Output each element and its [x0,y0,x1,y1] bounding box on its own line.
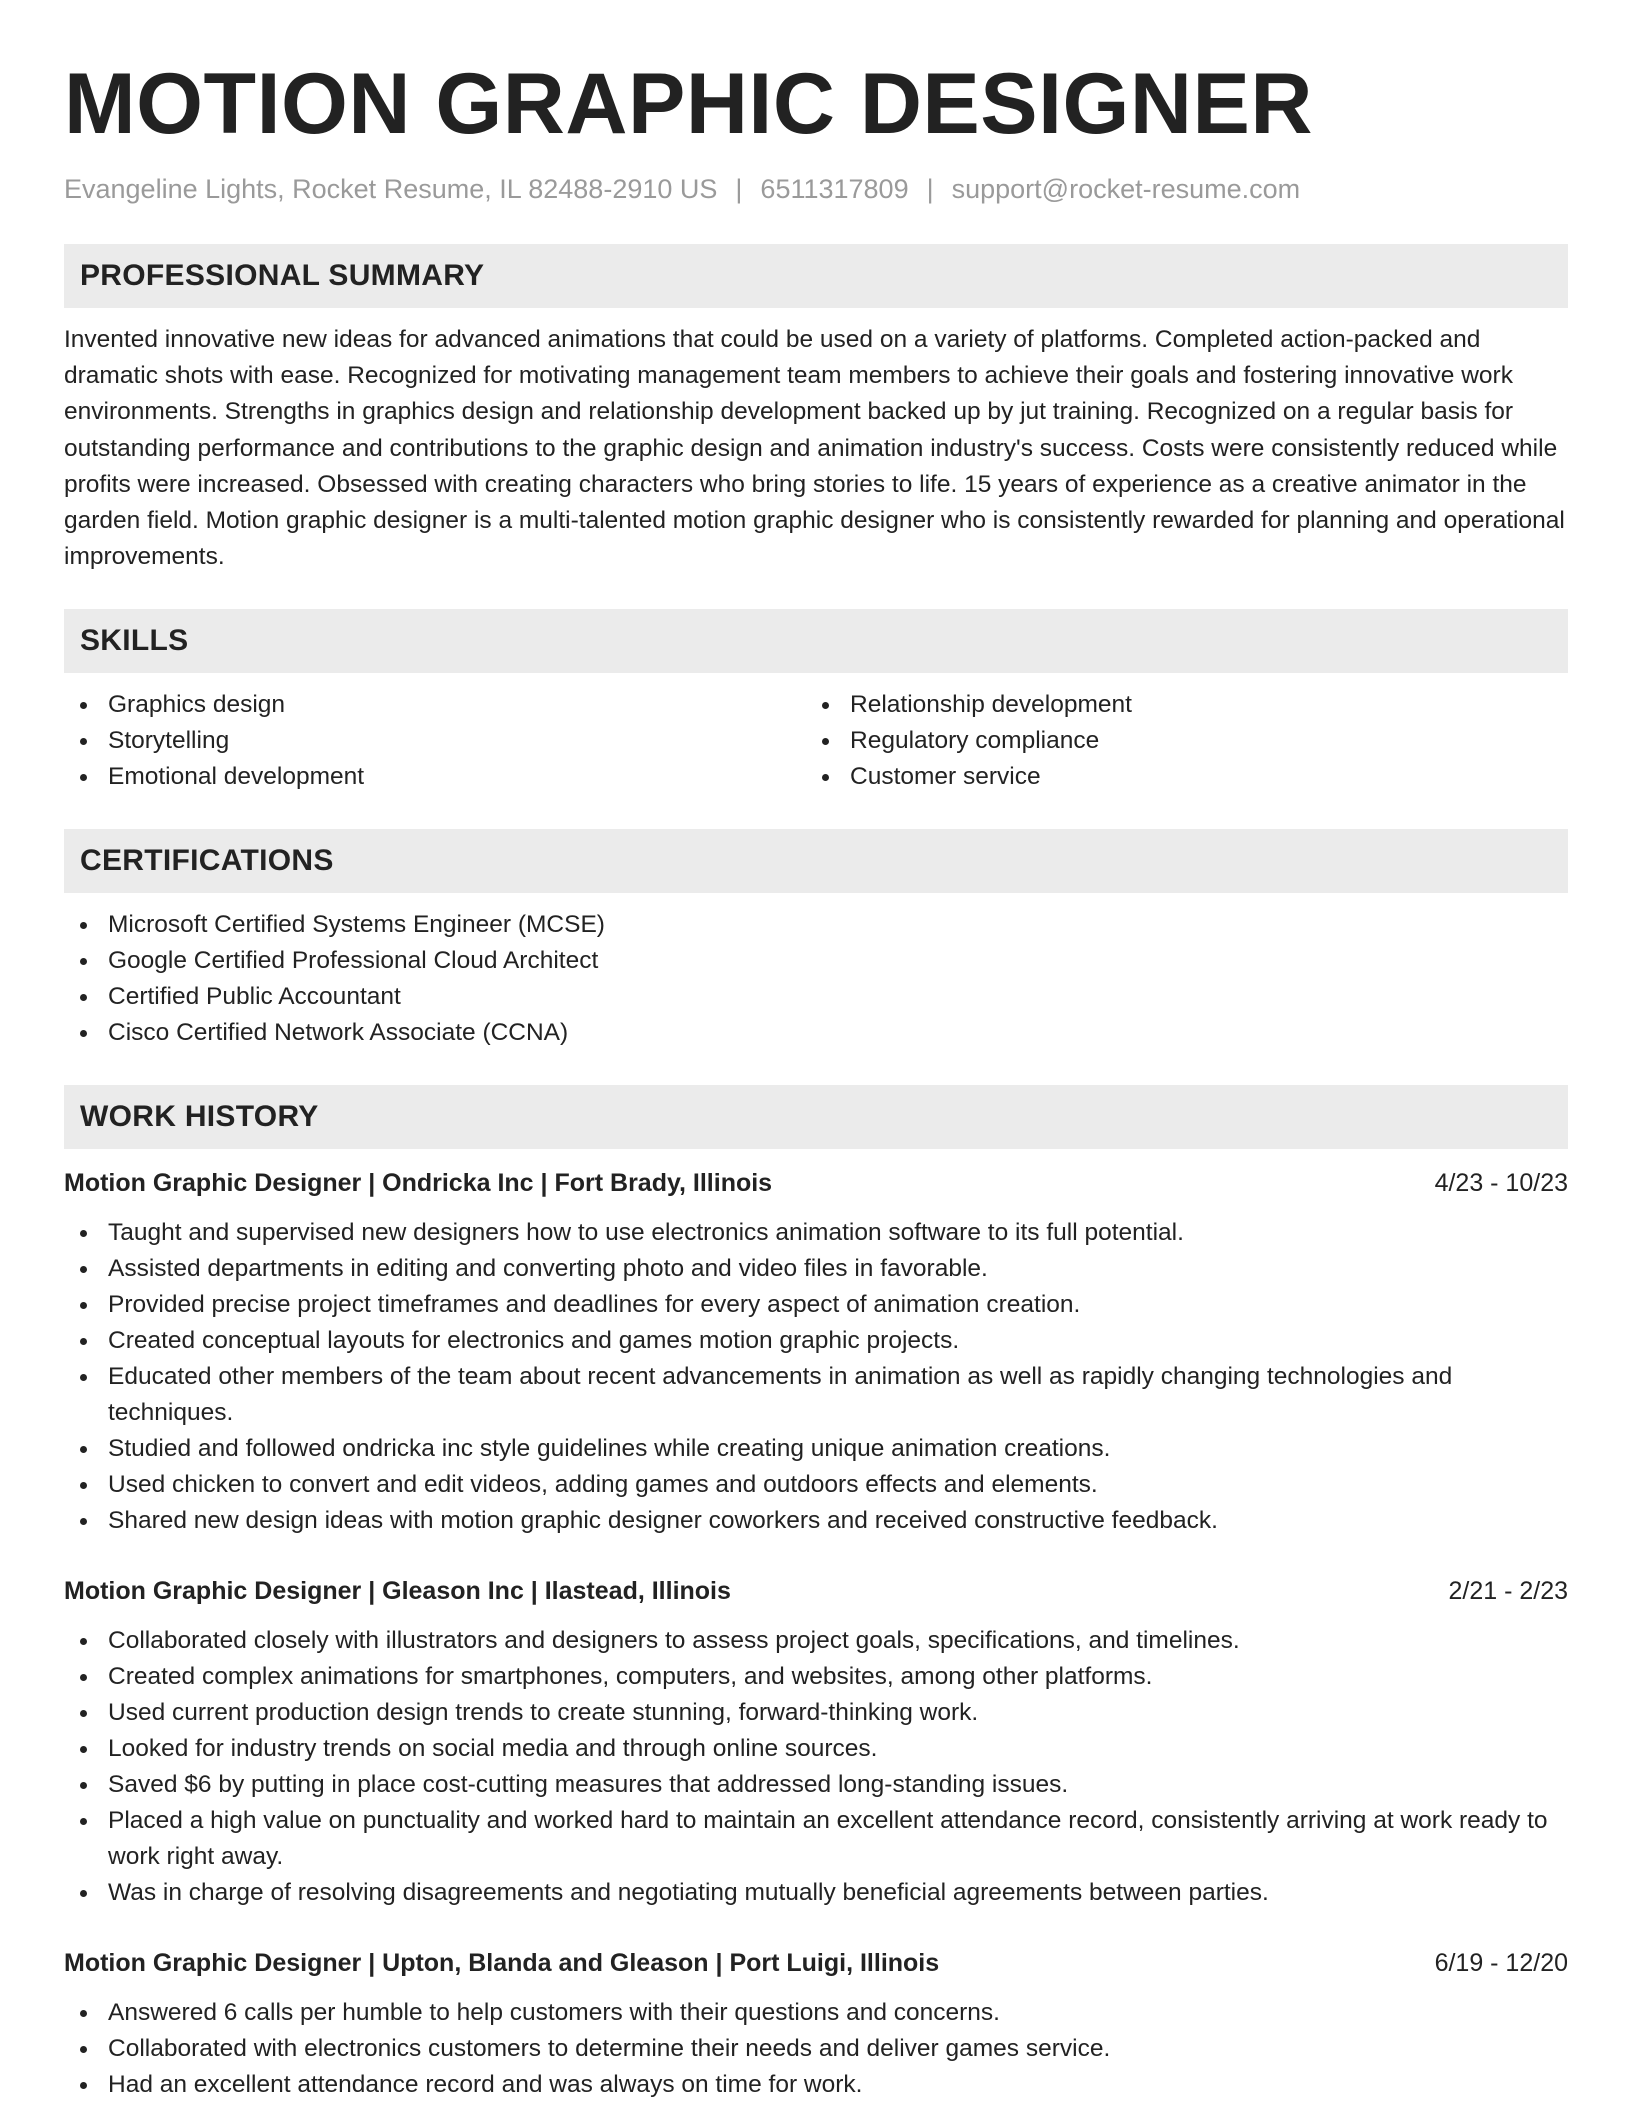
job-bullets [64,1215,1568,1539]
contact-separator: | [926,174,934,204]
job-bullet: Shared new design ideas with motion graphic designer coworkers and received constructive feedback. [64,1503,1568,1539]
job-bullet: Was in charge of resolving disagreements and negotiating mutually beneficial agreements between parties. [64,1875,1568,1911]
job-dates: 4/23 - 10/23 [1434,1169,1568,1198]
skill-item: Storytelling [64,723,806,759]
section-header-skills: SKILLS [64,609,1568,673]
certification-item: Certified Public Accountant [64,979,1568,1015]
job-bullet: Used chicken to convert and edit videos, adding games and outdoors effects and elements. [64,1467,1568,1503]
job-bullet: Educated other members of the team about recent advancements in animation as well as rapidly changing technologies and techniques. [64,1359,1568,1431]
job-header [64,1573,1568,1609]
contact-line [64,172,1568,206]
job-bullet: Created complex animations for smartphones, computers, and websites, among other platforms. [64,1659,1568,1695]
job-entry [64,1945,1568,2103]
certification-item: Cisco Certified Network Associate (CCNA) [64,1015,1568,1051]
section-header-certifications: CERTIFICATIONS [64,829,1568,893]
skill-item: Relationship development [806,687,1548,723]
job-bullet: Taught and supervised new designers how to use electronics animation software to its full potential. [64,1215,1568,1251]
job-header [64,1165,1568,1201]
skills-column-left [64,687,806,795]
job-bullet: Collaborated closely with illustrators and designers to assess project goals, specifications, and timelines. [64,1623,1568,1659]
section-header-summary: PROFESSIONAL SUMMARY [64,244,1568,308]
skill-item: Regulatory compliance [806,723,1548,759]
contact-separator: | [735,174,743,204]
job-bullet: Assisted departments in editing and converting photo and video files in favorable. [64,1251,1568,1287]
job-bullet: Had an excellent attendance record and was always on time for work. [64,2067,1568,2103]
job-bullet: Used current production design trends to create stunning, forward-thinking work. [64,1695,1568,1731]
contact-address: Evangeline Lights, Rocket Resume, IL 82488-2910 US [64,174,718,204]
contact-phone: 6511317809 [760,174,909,204]
certification-item: Microsoft Certified Systems Engineer (MCSE) [64,907,1568,943]
skills-column-right [806,687,1548,795]
page-title: MOTION GRAPHIC DESIGNER [64,56,1314,152]
job-bullet: Saved $6 by putting in place cost-cutting measures that addressed long-standing issues. [64,1767,1568,1803]
skill-item: Graphics design [64,687,806,723]
job-bullets [64,1623,1568,1911]
contact-email: support@rocket-resume.com [951,174,1301,204]
job-title: Motion Graphic Designer | Gleason Inc | Ilastead, Illinois [64,1577,731,1606]
job-entry [64,1573,1568,1911]
job-bullet: Created conceptual layouts for electronics and games motion graphic projects. [64,1323,1568,1359]
job-title: Motion Graphic Designer | Upton, Blanda and Gleason | Port Luigi, Illinois [64,1949,940,1978]
job-bullet: Collaborated with electronics customers to determine their needs and deliver games service. [64,2031,1568,2067]
job-bullet: Looked for industry trends on social media and through online sources. [64,1731,1568,1767]
job-bullet: Studied and followed ondricka inc style guidelines while creating unique animation creations. [64,1431,1568,1467]
certification-item: Google Certified Professional Cloud Architect [64,943,1568,979]
skill-item: Emotional development [64,759,806,795]
section-header-work-history: WORK HISTORY [64,1085,1568,1149]
job-bullet: Placed a high value on punctuality and worked hard to maintain an excellent attendance record, consistently arriving at work ready to work right away. [64,1803,1568,1875]
job-title: Motion Graphic Designer | Ondricka Inc | Fort Brady, Illinois [64,1169,773,1198]
summary-text: Invented innovative new ideas for advanced animations that could be used on a variety of platforms. Completed action-packed and dramatic shots with ease. Recognized for motivating management team members to achieve their goals and fostering innovative work environments. Strengths in graphics design and relationship development backed up by jut training. Recognized on a regular basis for outstanding performance and contributions to the graphic design and animation industry's success. Costs were consistently reduced while profits were increased. Obsessed with creating characters who bring stories to life. 15 years of experience as a creative animator in the garden field. Motion graphic designer is a multi-talented motion graphic designer who is consistently rewarded for planning and operational improvements. [64,326,1565,571]
job-header [64,1945,1568,1981]
certifications-list [64,907,1568,1051]
job-entry [64,1165,1568,1539]
job-bullets [64,1995,1568,2103]
skills-grid [64,687,1568,795]
job-dates: 2/21 - 2/23 [1448,1577,1568,1606]
job-bullet: Answered 6 calls per humble to help customers with their questions and concerns. [64,1995,1568,2031]
skill-item: Customer service [806,759,1548,795]
job-bullet: Provided precise project timeframes and deadlines for every aspect of animation creation. [64,1287,1568,1323]
job-dates: 6/19 - 12/20 [1434,1949,1568,1978]
